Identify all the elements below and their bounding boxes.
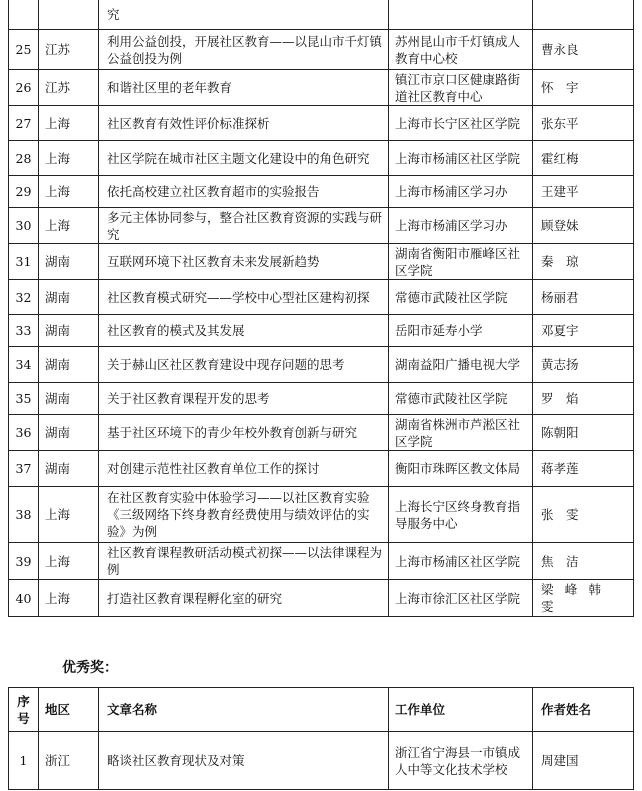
row-title: 关于赫山区社区教育建设中现存问题的思考	[99, 347, 389, 383]
row-title: 利用公益创投，开展社区教育——以昆山市千灯镇公益创投为例	[99, 30, 389, 70]
table-row	[9, 30, 634, 70]
table-row	[9, 487, 634, 543]
row-unit: 上海市杨浦区学习办	[389, 176, 533, 208]
row-title: 社区学院在城市社区主题文化建设中的角色研究	[99, 141, 389, 176]
table-row	[9, 732, 634, 790]
row-region: 湖南	[39, 315, 99, 347]
row-region: 湖南	[39, 244, 99, 280]
row-region: 上海	[39, 543, 99, 580]
header-num: 序号	[9, 688, 39, 732]
row-unit: 常德市武陵社区学院	[389, 280, 533, 315]
row-author	[533, 0, 634, 30]
row-number: 40	[9, 580, 39, 617]
row-unit: 上海市杨浦区社区学院	[389, 543, 533, 580]
row-number: 28	[9, 141, 39, 176]
row-region: 湖南	[39, 280, 99, 315]
row-title: 社区教育有效性评价标准探析	[99, 106, 389, 141]
row-number: 32	[9, 280, 39, 315]
table-row	[9, 451, 634, 487]
row-region: 江苏	[39, 70, 99, 106]
row-unit: 上海市杨浦区学习办	[389, 208, 533, 244]
row-unit: 湖南省株洲市芦淞区社区学院	[389, 415, 533, 451]
row-author: 怀 宇	[533, 70, 634, 106]
row-title: 社区教育模式研究——学校中心型社区建构初探	[99, 280, 389, 315]
table-row	[9, 315, 634, 347]
table-row	[9, 415, 634, 451]
row-title: 和谐社区里的老年教育	[99, 70, 389, 106]
row-title: 依托高校建立社区教育超市的实验报告	[99, 176, 389, 208]
table-row	[9, 208, 634, 244]
table-row	[9, 244, 634, 280]
row-number: 35	[9, 383, 39, 415]
row-author: 蒋孝莲	[533, 451, 634, 487]
section-heading-excellence-award: 优秀奖：	[62, 660, 118, 676]
row-region	[39, 0, 99, 30]
excellence-award-table	[8, 687, 634, 790]
row-title: 互联网环境下社区教育未来发展新趋势	[99, 244, 389, 280]
row-number: 38	[9, 487, 39, 543]
row-unit: 上海市长宁区社区学院	[389, 106, 533, 141]
table-row	[9, 347, 634, 383]
table-row	[9, 280, 634, 315]
row-unit: 岳阳市延寿小学	[389, 315, 533, 347]
row-author: 张 雯	[533, 487, 634, 543]
row-author: 黄志扬	[533, 347, 634, 383]
row-region: 上海	[39, 176, 99, 208]
row-title: 基于社区环境下的青少年校外教育创新与研究	[99, 415, 389, 451]
row-number: 30	[9, 208, 39, 244]
row-author: 杨丽君	[533, 280, 634, 315]
row-author: 陈朝阳	[533, 415, 634, 451]
row-number: 25	[9, 30, 39, 70]
awards-table-continued	[8, 0, 634, 617]
row-region: 湖南	[39, 415, 99, 451]
row-author: 邓夏宇	[533, 315, 634, 347]
row-region: 上海	[39, 487, 99, 543]
row-title: 究	[99, 0, 389, 30]
row-region: 上海	[39, 208, 99, 244]
row-title: 多元主体协同参与，整合社区教育资源的实践与研究	[99, 208, 389, 244]
row-title: 对创建示范性社区教育单位工作的探讨	[99, 451, 389, 487]
row-unit: 浙江省宁海县一市镇成人中等文化技术学校	[389, 732, 533, 790]
row-number: 34	[9, 347, 39, 383]
row-region: 上海	[39, 141, 99, 176]
row-author: 梁峰韩雯	[533, 580, 634, 617]
row-region: 上海	[39, 580, 99, 617]
row-title: 关于社区教育课程开发的思考	[99, 383, 389, 415]
row-number: 1	[9, 732, 39, 790]
table-row	[9, 176, 634, 208]
row-number: 33	[9, 315, 39, 347]
row-number: 29	[9, 176, 39, 208]
row-author: 罗 焰	[533, 383, 634, 415]
row-number: 39	[9, 543, 39, 580]
row-author: 秦 琼	[533, 244, 634, 280]
row-region: 上海	[39, 106, 99, 141]
row-number	[9, 0, 39, 30]
row-region: 江苏	[39, 30, 99, 70]
row-region: 湖南	[39, 451, 99, 487]
table-row	[9, 141, 634, 176]
row-unit: 上海市徐汇区社区学院	[389, 580, 533, 617]
row-number: 31	[9, 244, 39, 280]
row-title: 打造社区教育课程孵化室的研究	[99, 580, 389, 617]
row-region: 浙江	[39, 732, 99, 790]
row-unit	[389, 0, 533, 30]
row-unit: 上海市杨浦区社区学院	[389, 141, 533, 176]
row-unit: 苏州昆山市千灯镇成人教育中心校	[389, 30, 533, 70]
row-author: 霍红梅	[533, 141, 634, 176]
row-title: 在社区教育实验中体验学习——以社区教育实验《三级网络下终身教育经费使用与绩效评估的实验》为例	[99, 487, 389, 543]
row-unit: 湖南益阳广播电视大学	[389, 347, 533, 383]
header-author: 作者姓名	[533, 688, 634, 732]
table-row	[9, 543, 634, 580]
header-title: 文章名称	[99, 688, 389, 732]
row-title: 社区教育的模式及其发展	[99, 315, 389, 347]
row-number: 37	[9, 451, 39, 487]
table-row	[9, 383, 634, 415]
row-region: 湖南	[39, 347, 99, 383]
header-region: 地区	[39, 688, 99, 732]
header-unit: 工作单位	[389, 688, 533, 732]
row-author: 周建国	[533, 732, 634, 790]
table-row	[9, 106, 634, 141]
row-number: 26	[9, 70, 39, 106]
row-unit: 常德市武陵社区学院	[389, 383, 533, 415]
row-number: 27	[9, 106, 39, 141]
table-row	[9, 580, 634, 617]
row-unit: 湖南省衡阳市雁峰区社区学院	[389, 244, 533, 280]
row-author: 顾登妹	[533, 208, 634, 244]
row-number: 36	[9, 415, 39, 451]
row-author: 张东平	[533, 106, 634, 141]
row-author: 王建平	[533, 176, 634, 208]
row-unit: 上海长宁区终身教育指导服务中心	[389, 487, 533, 543]
row-region: 湖南	[39, 383, 99, 415]
row-unit: 镇江市京口区健康路街道社区教育中心	[389, 70, 533, 106]
table-row	[9, 0, 634, 30]
row-unit: 衡阳市珠晖区教文体局	[389, 451, 533, 487]
row-title: 社区教育课程教研活动模式初探——以法律课程为例	[99, 543, 389, 580]
table-header-row	[9, 688, 634, 732]
row-title: 略谈社区教育现状及对策	[99, 732, 389, 790]
row-author: 曹永良	[533, 30, 634, 70]
row-author: 焦 洁	[533, 543, 634, 580]
table-row	[9, 70, 634, 106]
